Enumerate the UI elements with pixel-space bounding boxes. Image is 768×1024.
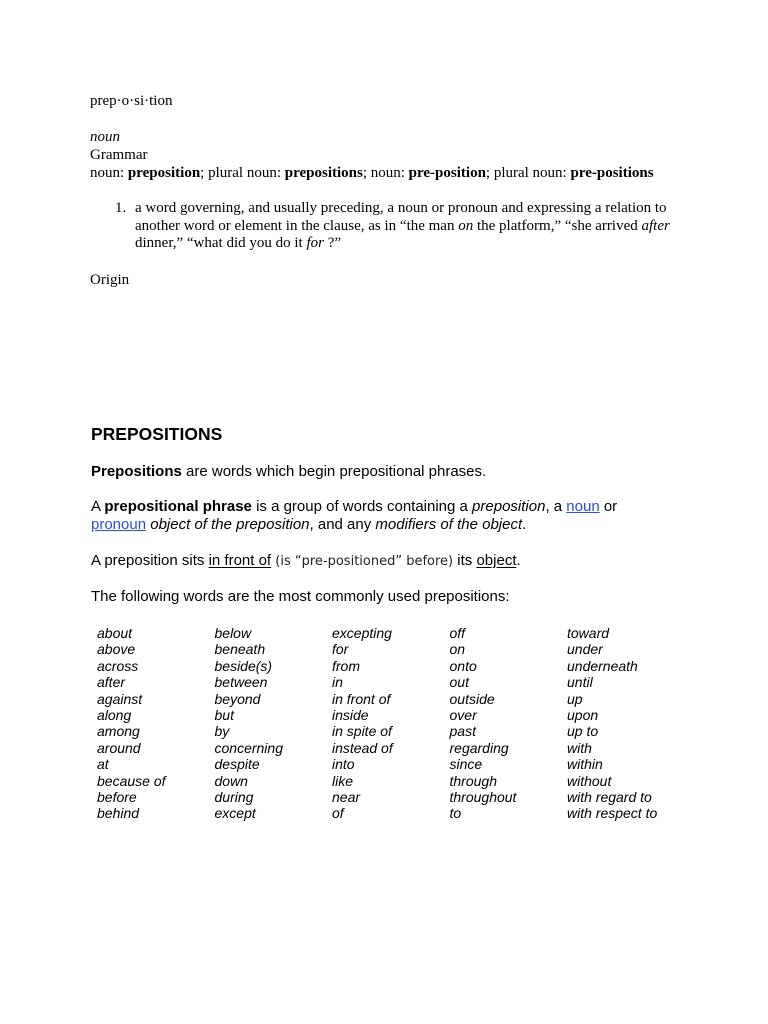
example-emphasis: on — [458, 217, 474, 234]
preposition-word: into — [332, 756, 355, 773]
sense-number: 1. — [115, 200, 127, 216]
preposition-word: behind — [97, 805, 140, 822]
form-word: pre-positions — [570, 165, 654, 181]
inflected-forms — [90, 164, 654, 182]
term-italic: modifiers of the object — [375, 515, 523, 533]
preposition-word: with — [567, 739, 592, 756]
preposition-word: on — [449, 641, 466, 658]
preposition-word: regarding — [449, 739, 509, 756]
preposition-word: in spite of — [332, 723, 392, 740]
list-intro-paragraph: The following words are the most commonly used prepositions: — [91, 588, 510, 605]
preposition-word: in — [332, 674, 343, 691]
preposition-word: outside — [449, 690, 495, 707]
preposition-word: around — [97, 739, 141, 756]
definition-text: the platform,” “she arrived — [473, 217, 642, 234]
sense-list-item — [115, 200, 690, 253]
preposition-word: up — [567, 690, 583, 707]
preposition-word: along — [97, 706, 132, 723]
headword: prep·o·si·tion — [90, 93, 173, 109]
preposition-word: about — [97, 625, 133, 641]
preposition-word: over — [449, 706, 477, 723]
preposition-word: near — [332, 788, 361, 805]
preposition-column — [450, 625, 568, 822]
form-label: noun: — [90, 165, 128, 181]
preposition-word: like — [332, 772, 354, 789]
preposition-word: up to — [567, 723, 599, 740]
preposition-column — [97, 625, 215, 822]
sense-definition — [135, 200, 690, 253]
preposition-word: during — [214, 788, 254, 805]
paragraph-text: . — [516, 552, 521, 569]
example-emphasis: after — [641, 217, 670, 234]
preposition-word: among — [97, 723, 140, 740]
preposition-word: against — [97, 690, 143, 707]
preposition-column — [567, 625, 685, 822]
preposition-word: onto — [449, 657, 477, 674]
paragraph-text: , a — [545, 498, 567, 515]
part-of-speech: noun — [90, 129, 120, 145]
preposition-word: beyond — [214, 690, 261, 707]
preposition-word: throughout — [449, 788, 517, 805]
definition-text: a word governing, and usually preceding, a noun or pronoun and expressing a relation to another word or element in the clause, as in “the man — [135, 200, 667, 234]
preposition-word: out — [449, 674, 469, 691]
form-label: ; plural noun: — [485, 165, 571, 181]
preposition-column — [215, 625, 333, 822]
noun-link[interactable]: noun — [566, 498, 600, 515]
preposition-word: instead of — [332, 739, 393, 756]
preposition-word: inside — [332, 706, 369, 723]
term-bold: Prepositions — [91, 463, 182, 480]
preposition-word: upon — [567, 706, 599, 723]
preposition-word: across — [97, 657, 139, 674]
preposition-word: down — [214, 772, 248, 789]
dictionary-entry — [90, 92, 654, 182]
preposition-word: from — [332, 657, 360, 674]
preposition-word: with regard to — [567, 788, 652, 805]
preposition-word: at — [97, 756, 109, 773]
preposition-word: toward — [567, 625, 610, 641]
article-title: PREPOSITIONS — [91, 424, 223, 444]
preposition-word: because of — [97, 772, 166, 789]
preposition-word: underneath — [567, 657, 638, 674]
preposition-column — [332, 625, 450, 822]
preposition-list — [97, 625, 685, 822]
paragraph-text: is a group of words containing a — [251, 498, 473, 515]
term-italic: object of the preposition — [150, 515, 310, 533]
preposition-word: excepting — [332, 625, 392, 641]
preposition-word: for — [332, 641, 349, 658]
preposition-word: but — [214, 706, 234, 723]
paragraph-text: or — [599, 498, 618, 515]
preposition-word: to — [449, 805, 462, 822]
preposition-word: under — [567, 641, 603, 658]
origin-label: Origin — [90, 272, 130, 288]
paragraph-text: , and any — [309, 515, 376, 533]
preposition-word: beneath — [214, 641, 266, 658]
preposition-word: except — [214, 805, 256, 822]
preposition-word: by — [214, 723, 230, 740]
domain-label: Grammar — [90, 147, 148, 163]
preposition-word: despite — [214, 756, 260, 773]
preposition-word: concerning — [214, 739, 283, 756]
preposition-word: below — [214, 625, 252, 641]
preposition-word: of — [332, 805, 344, 822]
pronoun-link[interactable]: pronoun — [91, 515, 147, 533]
preposition-word: before — [97, 788, 137, 805]
preposition-word: past — [449, 723, 476, 740]
preposition-word: above — [97, 641, 136, 658]
phrase-definition-paragraph — [91, 498, 651, 533]
parenthetical-note: (is “pre-positioned” before) — [275, 554, 454, 569]
preposition-word: with respect to — [567, 805, 658, 822]
preposition-word: after — [97, 674, 126, 691]
preposition-word: off — [449, 625, 466, 641]
intro-paragraph — [91, 463, 651, 481]
underlined-term: in front of — [208, 552, 272, 569]
underlined-term: object — [476, 552, 517, 569]
preposition-word: without — [567, 772, 612, 789]
term-italic: preposition — [472, 498, 546, 515]
paragraph-text: A preposition sits — [91, 552, 209, 569]
paragraph-text: its — [453, 552, 477, 569]
form-word: pre-position — [408, 165, 486, 181]
preposition-word: since — [449, 756, 483, 773]
term-bold: prepositional phrase — [104, 498, 252, 515]
position-note-paragraph — [91, 552, 651, 571]
preposition-word: between — [214, 674, 268, 691]
preposition-word: in front of — [332, 690, 391, 707]
form-word: preposition — [127, 165, 201, 181]
preposition-word: through — [449, 772, 497, 789]
form-label: ; noun: — [362, 165, 409, 181]
form-word: prepositions — [284, 165, 363, 181]
paragraph-text: A — [91, 498, 105, 515]
definition-text: ?” — [323, 235, 342, 251]
paragraph-text: are words which begin prepositional phrases. — [181, 463, 487, 480]
example-emphasis: for — [306, 235, 324, 251]
form-label: ; plural noun: — [200, 165, 285, 181]
paragraph-text: . — [522, 515, 527, 533]
definition-text: dinner,” “what did you do it — [135, 235, 307, 251]
preposition-word: beside(s) — [214, 657, 273, 674]
preposition-word: within — [567, 756, 603, 773]
preposition-word: until — [567, 674, 593, 691]
